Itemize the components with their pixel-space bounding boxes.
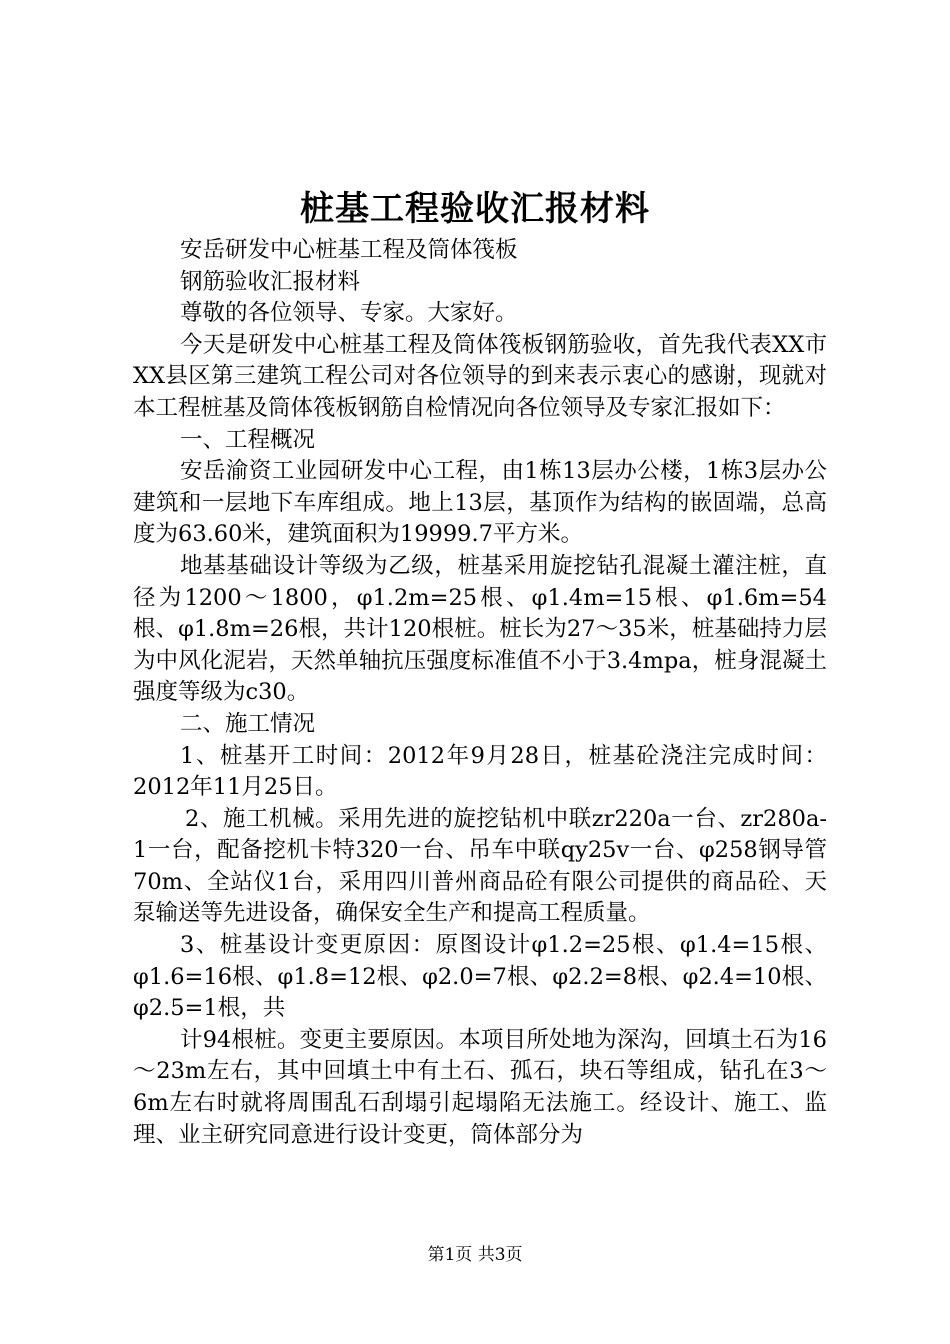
greeting-paragraph: 尊敬的各位领导、专家。大家好。: [180, 300, 518, 327]
construction-paragraph-3: 3、桩基设计变更原因：原图设计φ1.2=25根、φ1.4=15根、φ1.6=16根、φ1.8=12根、φ2.0=7根、φ2.2=8根、φ2.4=10根、φ2.5=1根，共: [133, 932, 827, 1022]
section-heading-construction: 二、施工情况: [180, 710, 316, 737]
page-footer: 第1页 共3页: [427, 1245, 523, 1265]
overview-paragraph-1: 安岳渝资工业园研发中心工程，由1栋13层办公楼，1栋3层办公建筑和一层地下车库组成。地上13层，基顶作为结构的嵌固端，总高度为63.60米，建筑面积为19999.7平方米。: [133, 458, 827, 548]
document-title: 桩基工程验收汇报材料: [300, 189, 650, 229]
section-heading-overview: 一、工程概况: [180, 426, 316, 453]
document-body: [133, 235, 827, 1151]
construction-paragraph-2: 2、施工机械。采用先进的旋挖钻机中联zr220a一台、zr280a-1一台，配备挖机卡特320一台、吊车中联qy25v一台、φ258钢导管70m、全站仪1台，采用四川普州商品砼有限公司提供的商品砼、天泵输送等先进设备，确保安全生产和提高工程质量。: [133, 805, 827, 927]
subtitle-line-1: 安岳研发中心桩基工程及筒体筏板: [180, 237, 518, 263]
subtitle-line-2: 钢筋验收汇报材料: [180, 268, 361, 295]
intro-paragraph: 今天是研发中心桩基工程及筒体筏板钢筋验收，首先我代表XX市XX县区第三建筑工程公司对各位领导的到来表示衷心的感谢，现就对本工程桩基及筒体筏板钢筋自检情况向各位领导及专家汇报如下：: [133, 331, 827, 421]
construction-paragraph-1: 1、桩基开工时间：2012年9月28日，桩基砼浇注完成时间：2012年11月25日。: [133, 742, 827, 801]
construction-paragraph-4: 计94根桩。变更主要原因。本项目所处地为深沟，回填土石为16～23m左右，其中回填土中有土石、孤石，块石等组成，钻孔在3～6m左右时就将周围乱石刮塌引起塌陷无法施工。经设计、施工、监理、业主研究同意进行设计变更，筒体部分为: [133, 1026, 827, 1148]
overview-paragraph-2: 地基基础设计等级为乙级，桩基采用旋挖钻孔混凝土灌注桩，直径为1200～1800，φ1.2m=25根、φ1.4m=15根、φ1.6m=54根、φ1.8m=26根，共计120根桩。桩长为27～35米，桩基础持力层为中风化泥岩，天然单轴抗压强度标准值不小于3.4mpa，桩身混凝土强度等级为c30。: [133, 552, 827, 706]
